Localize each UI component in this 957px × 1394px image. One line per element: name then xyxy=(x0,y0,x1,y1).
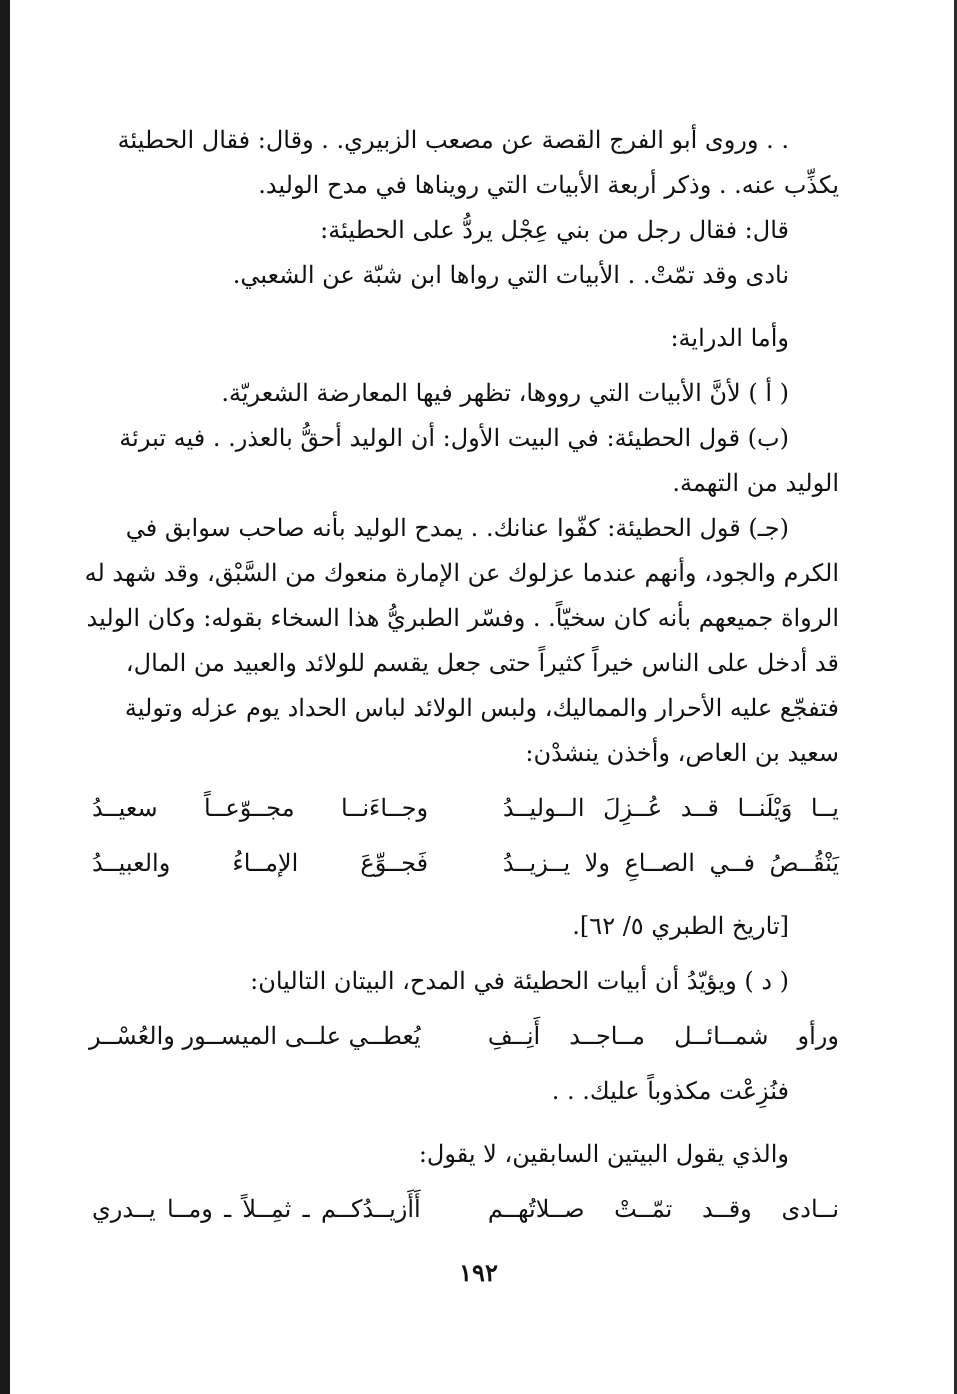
paragraph-1-line-2: يكذِّب عنه. . وذكر أربعة الأبيات التي رويناها في مدح الوليد. xyxy=(258,171,839,199)
point-a: ( أ ) لأنَّ الأبيات التي رووها، تظهر فيها المعارضة الشعريّة. xyxy=(221,379,789,407)
point-j-line-6: سعيد بن العاص، وأخذن ينشدْن: xyxy=(525,739,839,767)
closing-line: والذي يقول البيتين السابقين، لا يقول: xyxy=(418,1140,789,1168)
verse-3-continuation: فنُزِعْت مكذوباً عليك. . . xyxy=(551,1077,789,1105)
citation: [تاريخ الطبري ٥/ ٦٢]. xyxy=(572,912,789,940)
verse-3-second-hemistich: يُعطــي علــى الميســور والعُسْــر xyxy=(89,1022,421,1050)
paragraph-2-line-1: قال: فقال رجل من بني عِجْل يردُّ على الحطيئة: xyxy=(320,216,789,244)
verse-3-first-hemistich: ورأو شمــائــل مــاجــد أَنِــفِ xyxy=(487,1022,839,1050)
point-j-line-5: فتفجّع عليه الأحرار والمماليك، ولبس الولائد لباس الحداد يوم عزله وتولية xyxy=(124,694,839,722)
verse-4-first-hemistich: نــادى وقــد تمّــتْ صــلاتُهــم xyxy=(487,1195,839,1223)
point-b-line-1: (ب) قول الحطيئة: في البيت الأول: أن الوليد أحقُّ بالعذر. . فيه تبرئة xyxy=(119,424,789,452)
verse-2 xyxy=(92,841,839,886)
point-j-line-4: قد أدخل على الناس خيراً كثيراً حتى جعل يقسم للولائد والعبيد من المال، xyxy=(125,649,839,677)
point-j-line-2: الكرم والجود، وأنهم عندما عزلوك عن الإمارة منعوك من السَّبْق، وقد شهد له xyxy=(84,559,839,587)
paragraph-1-line-1: . . وروى أبو الفرج القصة عن مصعب الزبيري. . وقال: فقال الحطيئة xyxy=(117,126,789,154)
point-b-line-2: الوليد من التهمة. xyxy=(672,469,839,497)
verse-1-second-hemistich: وجــاءَنــا مجــوّعــاً سعيــدُ xyxy=(92,794,429,822)
verse-2-second-hemistich: فَجــوِّعَ الإمــاءُ والعبيــدُ xyxy=(92,849,429,877)
verse-1 xyxy=(92,786,839,831)
point-d: ( د ) ويؤيّدُ أن أبيات الحطيئة في المدح، البيتان التاليان: xyxy=(250,967,789,995)
page-body xyxy=(84,118,839,1232)
paragraph-2-line-2: نادى وقد تمّتْ. . الأبيات التي رواها ابن شبّة عن الشعبي. xyxy=(232,261,789,289)
verse-2-first-hemistich: يَنْقُــصُ فــي الصــاعِ ولا يــزيــدُ xyxy=(502,849,839,877)
point-j-line-1: (جـ) قول الحطيئة: كفّوا عنانك. . يمدح الوليد بأنه صاحب سوابق في xyxy=(125,514,789,542)
verse-1-first-hemistich: يــا وَيْلَنــا قــد عُــزِلَ الــوليــدُ xyxy=(502,794,839,822)
heading-diraya: وأما الدراية: xyxy=(670,324,789,352)
verse-4 xyxy=(92,1187,839,1232)
verse-3 xyxy=(89,1014,839,1059)
page-left-border xyxy=(0,0,10,1394)
point-j-line-3: الرواة جميعهم بأنه كان سخيّاً. . وفسّر الطبريُّ هذا السخاء بقوله: وكان الوليد xyxy=(86,604,839,632)
page-number: ١٩٢ xyxy=(459,1258,498,1287)
verse-4-second-hemistich: أَأَزيــدُكــم ـ ثمِــلاً ـ ومــا يــدري xyxy=(92,1195,421,1223)
